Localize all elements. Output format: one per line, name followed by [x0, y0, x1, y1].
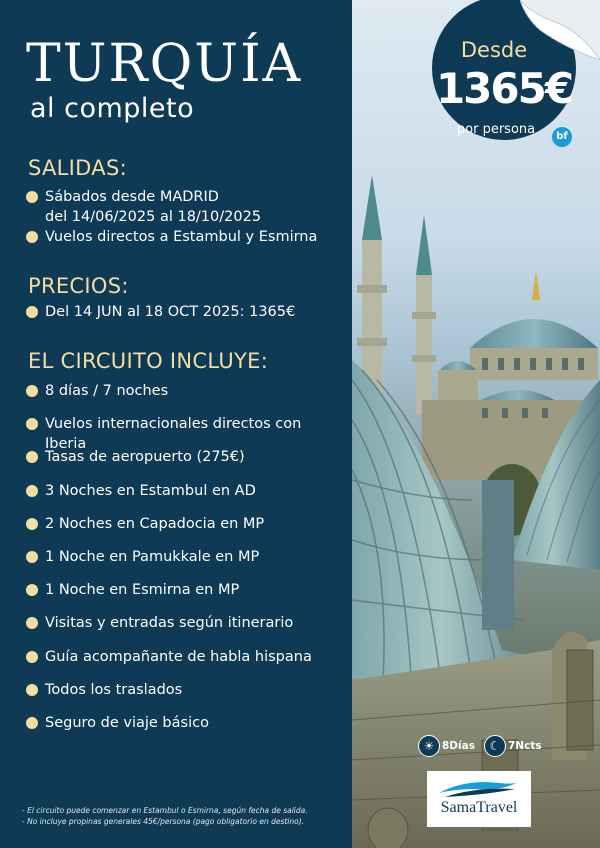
list-item: Todos los traslados: [26, 680, 346, 713]
bullet-icon: [26, 651, 38, 663]
bf-logo-icon: bf: [552, 127, 572, 147]
bullet-icon: [26, 551, 38, 563]
sun-icon: ☀: [418, 735, 440, 757]
price-desde: Desde: [460, 38, 528, 62]
list-item: 1 Noche en Pamukkale en MP: [26, 547, 346, 580]
bullet-icon: [26, 451, 38, 463]
nights-badge: ☾ 7Ncts: [484, 735, 542, 757]
moon-icon: ☾: [484, 735, 506, 757]
price-amount: 1365€: [435, 64, 573, 113]
bullet-icon: [26, 518, 38, 530]
bullet-icon: [26, 385, 38, 397]
salidas-list: [26, 187, 346, 247]
brand-logo: [427, 771, 531, 827]
incluye-heading: EL CIRCUITO INCLUYE:: [28, 349, 269, 373]
list-item: 2 Noches en Capadocia en MP: [26, 514, 346, 547]
list-item: Visitas y entradas según itinerario: [26, 613, 346, 646]
page-subtitle: al completo: [30, 93, 195, 124]
list-item: Del 14 JUN al 18 OCT 2025: 1365€: [26, 302, 346, 322]
footnote: - No incluye propinas generales 45€/persona (pago obligatorio en destino).: [22, 817, 305, 826]
list-item: 3 Noches en Estambul en AD: [26, 481, 346, 514]
bullet-icon: [26, 231, 38, 243]
bullet-icon: [26, 717, 38, 729]
price-badge: [432, 0, 600, 140]
page-curl-icon: [520, 0, 600, 60]
footnote: - El circuito puede comenzar en Estambul o Esmirna, según fecha de salida.: [22, 806, 308, 815]
list-item: Vuelos internacionales directos con Iberia: [26, 414, 346, 447]
duration-badges: [418, 735, 598, 757]
incluye-list: [26, 381, 346, 746]
days-badge: ☀ 8Días: [418, 735, 475, 757]
bullet-icon: [26, 617, 38, 629]
bullet-icon: [26, 191, 38, 203]
wave-icon: [435, 777, 523, 799]
list-item: Seguro de viaje básico: [26, 713, 346, 746]
list-item: Vuelos directos a Estambul y Esmirna: [26, 227, 346, 247]
page-title: TURQUÍA: [26, 34, 303, 94]
precios-heading: PRECIOS:: [28, 274, 129, 298]
list-item: Guía acompañante de habla hispana: [26, 647, 346, 680]
bullet-icon: [26, 418, 38, 430]
bullet-icon: [26, 584, 38, 596]
price-per-person: por persona: [456, 122, 536, 137]
bullet-icon: [26, 684, 38, 696]
brand-name: SamaTravel: [440, 799, 518, 816]
list-item: 1 Noche en Esmirna en MP: [26, 580, 346, 613]
list-item: Tasas de aeropuerto (275€): [26, 447, 346, 480]
footnotes: [22, 805, 352, 827]
precios-list: [26, 302, 346, 322]
salidas-heading: SALIDAS:: [28, 156, 127, 180]
bullet-icon: [26, 485, 38, 497]
list-item: 8 días / 7 noches: [26, 381, 346, 414]
bullet-icon: [26, 306, 38, 318]
list-item: Sábados desde MADRID del 14/06/2025 al 18/10/2025: [26, 187, 346, 227]
